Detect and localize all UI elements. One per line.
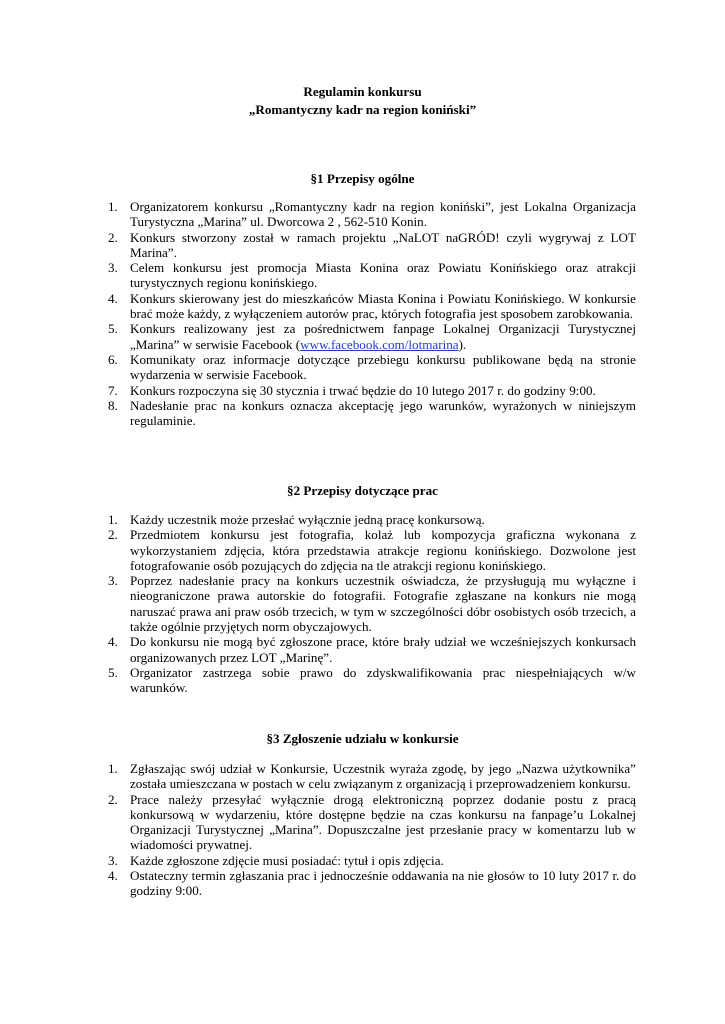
list-item-text: Komunikaty oraz informacje dotyczące przebiegu konkursu publikowane będą na stronie wydarzenia w serwisie Facebook. xyxy=(130,351,636,383)
list-item xyxy=(0,527,636,573)
list-item-number: 8. xyxy=(108,397,118,413)
list-item-number: 1. xyxy=(108,761,118,776)
list-item-number: 2. xyxy=(108,791,118,807)
list-item-text: Przedmiotem konkursu jest fotografia, kolaż lub kompozycja graficzna wykonana z wykorzystaniem zdjęcia, która przedstawia atrakcje regionu konińskiego. Dozwolone jest fotografowanie osób pozujących do zdjęcia na tle atrakcji regionu konińskiego. xyxy=(130,527,636,573)
list-item-number: 3. xyxy=(108,260,118,276)
section-list-general xyxy=(0,199,636,428)
list-item xyxy=(0,352,636,383)
list-item-text: Każdy uczestnik może przesłać wyłącznie jedną pracę konkursową. xyxy=(130,512,485,527)
list-item-number: 1. xyxy=(108,512,118,527)
section-heading-works: §2 Przepisy dotyczące prac xyxy=(287,483,438,498)
list-item xyxy=(0,792,636,853)
section-list-works xyxy=(0,512,636,696)
list-item xyxy=(0,853,636,868)
document-title: Regulamin konkursu xyxy=(303,84,422,99)
list-item-number: 4. xyxy=(108,634,118,650)
section-heading-general: §1 Przepisy ogólne xyxy=(310,171,415,186)
list-item-text xyxy=(130,321,636,352)
list-item-text-after-link: ). xyxy=(458,336,467,352)
list-item-text: Organizatorem konkursu „Romantyczny kadr na region koniński”, jest Lokalna Organizacja Turystyczna „Marina” ul. Dworcowa 2 , 562-510 Konin. xyxy=(130,199,636,230)
list-item xyxy=(0,230,636,261)
list-item xyxy=(0,321,636,352)
list-item-number: 5. xyxy=(108,321,118,337)
list-item-text: Poprzez nadesłanie pracy na konkurs uczestnik oświadcza, że przysługują mu wyłączne i nieograniczone prawa autorskie do fotografii. Fotografie zgłaszane na konkurs nie mogą naruszać prawa ani praw osób trzecich, w tym w szczególności dóbr osobistych osób trzecich, a także ogólnie przyjętych norm obyczajowych. xyxy=(130,573,636,635)
list-item-number: 4. xyxy=(108,290,118,306)
list-item-text: Konkurs skierowany jest do mieszkańców Miasta Konina i Powiatu Konińskiego. W konkursie brać może każdy, z wyłączeniem autorów prac, których fotografia jest sposobem zarobkowania. xyxy=(130,290,636,322)
facebook-link[interactable]: www.facebook.com/lotmarina xyxy=(300,336,459,352)
list-item-number: 2. xyxy=(108,229,118,245)
list-item xyxy=(0,383,636,398)
list-item xyxy=(0,512,636,527)
list-item-text: Konkurs rozpoczyna się 30 stycznia i trwać będzie do 10 lutego 2017 r. do godziny 9:00. xyxy=(130,382,596,398)
list-item-number: 7. xyxy=(108,382,118,398)
list-item-number: 4. xyxy=(108,868,118,884)
list-item-text: Nadesłanie prac na konkurs oznacza akceptację jego warunków, wyrażonych w niniejszym regulaminie. xyxy=(130,397,636,429)
list-item-text: Każde zgłoszone zdjęcie musi posiadać: tytuł i opis zdjęcia. xyxy=(130,852,444,868)
list-item xyxy=(0,199,636,230)
list-item xyxy=(0,260,636,291)
list-item-text: Konkurs stworzony został w ramach projektu „NaLOT naGRÓD! czyli wygrywaj z LOT Marina”. xyxy=(130,229,636,260)
list-item-text: Zgłaszając swój udział w Konkursie, Uczestnik wyraża zgodę, by jego „Nazwa użytkownika” została umieszczana w postach w celu związanym z organizacją i przeprowadzeniem konkursu. xyxy=(130,761,636,792)
list-item xyxy=(0,665,636,696)
list-item-text: Prace należy przesyłać wyłącznie drogą elektroniczną poprzez dodanie postu z pracą konkursową w wydarzeniu, które dostępne będzie na czas konkursu na fanpage’u Lokalnej Organizacji Turystycznej „Marina”. Dopuszczalne jest przesłanie pracy w komentarzu lub w wiadomości prywatnej. xyxy=(130,791,636,853)
list-item xyxy=(0,573,636,634)
list-item-number: 3. xyxy=(108,573,118,589)
list-item xyxy=(0,634,636,665)
list-item-text: Organizator zastrzega sobie prawo do zdyskwalifikowania prac niespełniających w/w warunków. xyxy=(130,664,636,696)
list-item-number: 3. xyxy=(108,852,118,868)
list-item xyxy=(0,761,636,792)
list-item xyxy=(0,398,636,429)
list-item-number: 2. xyxy=(108,527,118,543)
list-item-text: Ostateczny termin zgłaszania prac i jednocześnie oddawania na nie głosów to 10 luty 2017 r. do godziny 9:00. xyxy=(130,868,636,899)
document-subtitle: „Romantyczny kadr na region koniński” xyxy=(248,102,477,117)
list-item-text: Do konkursu nie mogą być zgłoszone prace, które brały udział we wcześniejszych konkursach organizowanych przez LOT „Marinę”. xyxy=(130,634,636,665)
list-item xyxy=(0,868,636,899)
list-item xyxy=(0,291,636,322)
section-heading-entry: §3 Zgłoszenie udziału w konkursie xyxy=(266,731,459,746)
section-list-entry xyxy=(0,761,636,899)
list-item-number: 5. xyxy=(108,664,118,680)
list-item-text-before-link: Konkurs realizowany jest za pośrednictwem fanpage Lokalnej Organizacji Turystycznej „Marina” w serwisie Facebook ( xyxy=(130,321,636,352)
list-item-number: 1. xyxy=(108,199,118,214)
list-item-number: 6. xyxy=(108,351,118,367)
list-item-text: Celem konkursu jest promocja Miasta Konina oraz Powiatu Konińskiego oraz atrakcji turystycznych regionu konińskiego. xyxy=(130,260,636,291)
